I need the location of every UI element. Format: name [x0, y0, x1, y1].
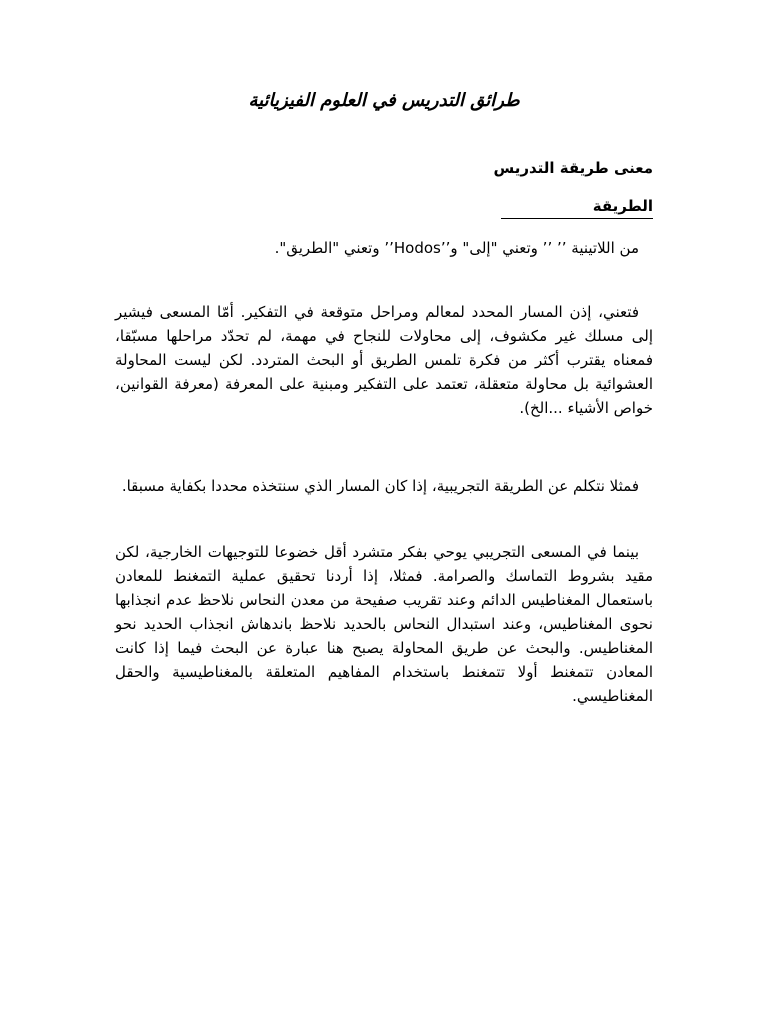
sub-heading: الطريقة: [501, 194, 653, 219]
section-heading: معنى طريقة التدريس: [493, 159, 653, 177]
paragraph-4: بينما في المسعى التجريبي يوحي بفكر متشرد أقل خضوعا للتوجيهات الخارجية، لكن مقيد بشروط التماسك والصرامة. فمثلا، إذا أردنا تحقيق عملية التمغنط للمعادن باستعمال المغناطيس الدائم وعند تقريب صفيحة من معدن النحاس نلاحظ عدم انجذابها نحوى المغناطيس، وعند استبدال النحاس بالحديد نلاحظ باندهاش انجذاب الحديد نحو المغناطيس. والبحث عن طريق المحاولة يصبح هنا عبارة عن البحث فيما إذا كانت المعادن تتمغنط أولا تتمغنط باستخدام المفاهيم المتعلقة بالمغناطيسية والحقل المغناطيسي.: [115, 543, 653, 705]
document-title: طرائق التدريس في العلوم الفيزيائية: [248, 90, 520, 111]
paragraph-2: فتعني، إذن المسار المحدد لمعالم ومراحل متوقعة في التفكير. أمّا المسعى فيشير إلى مسلك غير مكشوف، إلى محاولات للنجاح في مهمة، لم تحدّد مراحلها مسبّقا، فمعناه يقترب أكثر من فكرة تلمس الطريق أو البحث المتردد. لكن ليست المحاولة العشوائية بل محاولة متعقلة، تعتمد على التفكير ومبنية على المعرفة (معرفة القوانين، خواص الأشياء ...الخ).: [115, 303, 653, 417]
document-page: [115, 0, 653, 1024]
paragraph-3: فمثلا نتكلم عن الطريقة التجريبية، إذا كان المسار الذي سنتخذه محددا بكفاية مسبقا.: [121, 477, 639, 495]
paragraph-1: من اللاتينية ’’ ’’ وتعني "إلى" و’’Hodos’’ وتعني "الطريق".: [274, 239, 639, 257]
